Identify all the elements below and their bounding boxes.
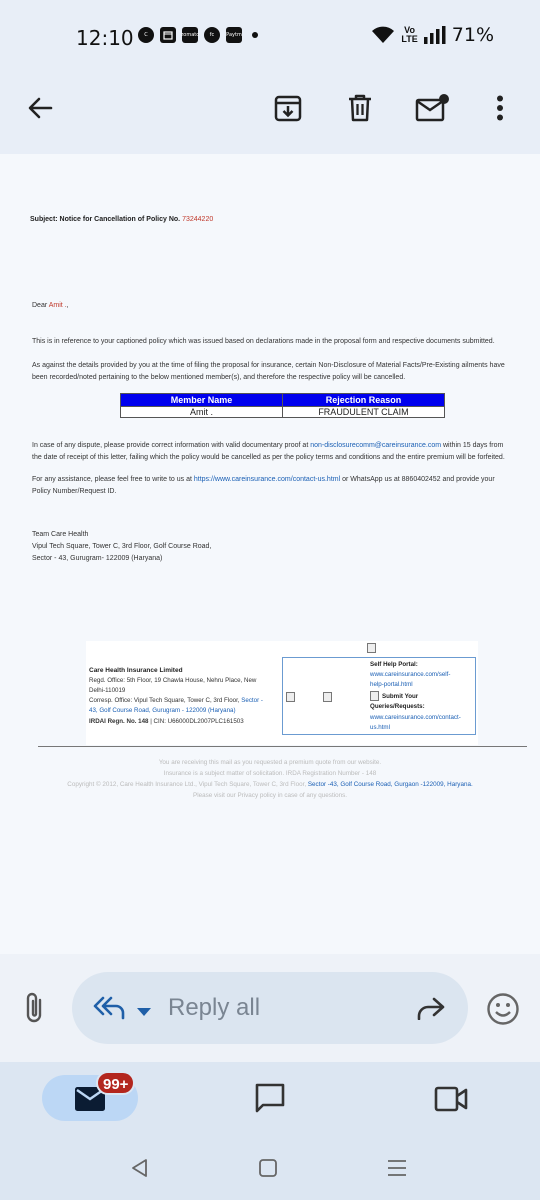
contact-us-link[interactable]: https://www.careinsurance.com/contact-us.html (193, 476, 341, 483)
trash-icon (346, 93, 374, 123)
broken-image-icon (370, 691, 379, 701)
delete-button[interactable] (340, 88, 380, 128)
submit-queries-label-2: Queries/Requests: (370, 703, 425, 710)
regd-office-1: Regd. Office: 5th Floor, 19 Chawla House, Nehru Place, New (89, 677, 257, 684)
meet-tab[interactable] (434, 1086, 468, 1117)
unread-count-badge: 99+ (96, 1071, 135, 1095)
mail-unread-icon (415, 93, 449, 123)
system-navigation (0, 1140, 540, 1200)
paragraph-dispute-2: the date of receipt of this letter, failing which the policy would be cancelled as per the policy terms and conditions and the entire premium will be forfeited. (32, 454, 505, 461)
corresp-office-1: Corresp. Office: Vipul Tech Square, Tower C, 3rd Floor, Sector - (89, 697, 263, 704)
signoff-team: Team Care Health (32, 531, 89, 538)
calendar-notification-icon (160, 27, 176, 43)
bottom-navigation (0, 1062, 540, 1140)
emoji-button[interactable] (486, 992, 520, 1031)
column-header-reason: Rejection Reason (283, 394, 445, 407)
archive-icon (273, 93, 303, 123)
more-notifications-dot-icon (252, 32, 258, 38)
rejection-table (120, 393, 445, 418)
self-help-panel (282, 657, 476, 735)
self-help-link-2[interactable]: help-portal.html (370, 681, 413, 688)
paragraph-assistance-1: For any assistance, please feel free to write to us at https://www.careinsurance.com/contact-us.html or WhatsApp us at 8860402452 and provide your (32, 476, 495, 483)
reply-all-placeholder[interactable]: Reply all (168, 994, 261, 1021)
paragraph-nondisclosure-1: As against the details provided by you at the time of filing the proposal for insurance, certain Non-Disclosure of Material Facts/Pre-Existing ailments have (32, 362, 505, 369)
table-row (121, 407, 445, 418)
company-name: Care Health Insurance Limited (89, 667, 183, 674)
regd-office-2: Delhi-110019 (89, 687, 126, 694)
chat-tab[interactable] (254, 1082, 286, 1119)
video-icon (434, 1086, 468, 1112)
broken-image-icon (323, 692, 332, 702)
battery-percent: 71% (451, 24, 494, 46)
chat-icon (254, 1082, 286, 1114)
policy-number: 73244220 (182, 216, 214, 223)
nondisclosure-email-link[interactable]: non-disclosurecomm@careinsurance.com (310, 442, 442, 449)
fine-print-4: Please visit our Privacy policy in case of any questions. (193, 792, 347, 799)
signoff-address-2: Sector - 43, Gurugram- 122009 (Haryana) (32, 555, 163, 562)
more-options-button[interactable] (480, 88, 520, 128)
fine-print-2: Insurance is a subject matter of solicitation. IRDA Registration Number - 148 (163, 770, 377, 777)
emoji-icon (486, 992, 520, 1026)
column-header-member: Member Name (121, 394, 283, 407)
back-icon (130, 1158, 150, 1178)
self-help-link-1[interactable]: www.careinsurance.com/self- (370, 671, 451, 678)
reply-all-field[interactable] (72, 972, 468, 1044)
greeting: Dear Amit ., (32, 302, 69, 309)
system-back-button[interactable] (130, 1158, 150, 1183)
self-help-label: Self Help Portal: (370, 661, 418, 668)
table-header-row (121, 394, 445, 407)
system-recents-button[interactable] (386, 1158, 408, 1183)
signoff-address-1: Vipul Tech Square, Tower C, 3rd Floor, Golf Course Road, (32, 543, 212, 550)
status-time: 12:10 (76, 26, 134, 50)
home-icon (258, 1158, 278, 1178)
cell-member-name: Amit . (121, 407, 283, 418)
reply-all-icon[interactable] (92, 994, 126, 1025)
reply-bar (0, 954, 540, 1062)
paytm-notification-icon: Paytm (226, 27, 242, 43)
company-footer (86, 641, 478, 745)
email-body[interactable] (0, 154, 540, 954)
email-toolbar (0, 74, 540, 154)
cell-rejection-reason: FRAUDULENT CLAIM (283, 407, 445, 418)
irdai-registration: IRDAI Regn. No. 148 | CIN: U66000DL2007PLC161503 (89, 718, 244, 725)
back-button[interactable] (20, 88, 60, 128)
fine-print-3: Copyright © 2012, Care Health Insurance Ltd., Vipul Tech Square, Tower C, 3rd Floor, Sector -43, Golf Course Road, Gurgaon -122009, Haryana. (67, 781, 473, 788)
zomato-notification-icon: zomato (182, 27, 198, 43)
submit-queries-label-1: Submit Your (382, 693, 419, 700)
attach-button[interactable] (20, 990, 50, 1031)
status-bar (0, 0, 540, 74)
email-subject: Subject: Notice for Cancellation of Policy No. 73244220 (30, 216, 214, 223)
broken-image-icon (367, 643, 376, 653)
arrow-left-icon (26, 94, 54, 122)
system-status-icons (371, 24, 494, 46)
archive-button[interactable] (268, 88, 308, 128)
volte-indicator: Vo LTE (401, 25, 418, 44)
forward-button[interactable] (416, 996, 446, 1025)
forward-icon (416, 996, 446, 1020)
footer-divider (38, 746, 527, 747)
recipient-name: Amit . (48, 302, 67, 309)
caret-down-icon (136, 1007, 152, 1017)
paragraph-dispute-1: In case of any dispute, please provide correct information with valid documentary proof at non-disclosurecomm@careinsurance.com within 15 days from (32, 442, 504, 449)
mark-unread-button[interactable] (412, 88, 452, 128)
app-notification-icon: C (138, 27, 154, 43)
wifi-icon (371, 26, 395, 44)
broken-image-icon (286, 692, 295, 702)
paragraph-assistance-2: Policy Number/Request ID. (32, 488, 117, 495)
reply-type-dropdown[interactable] (136, 1004, 152, 1022)
fine-print-1: You are receiving this mail as you requested a premium quote from our website. (158, 759, 382, 766)
corresp-office-2[interactable]: 43, Golf Course Road, Gurugram - 122009 (Haryana) (89, 707, 236, 714)
signal-icon (424, 26, 446, 44)
fc-notification-icon: fc (204, 27, 220, 43)
email-content (0, 154, 540, 954)
paragraph-nondisclosure-2: been recorded/noted pertaining to the below mentioned member(s), and therefore the respective policy will be cancelled. (32, 374, 406, 381)
contact-link-1[interactable]: www.careinsurance.com/contact- (370, 714, 461, 721)
notification-icons (138, 27, 258, 43)
system-home-button[interactable] (258, 1158, 278, 1183)
more-vert-icon (496, 95, 504, 121)
paragraph-reference: This is in reference to your captioned policy which was issued based on declarations made in the proposal form and respective documents submitted. (32, 338, 495, 345)
recents-icon (386, 1158, 408, 1178)
paperclip-icon (20, 990, 50, 1026)
contact-link-2[interactable]: us.html (370, 724, 390, 731)
